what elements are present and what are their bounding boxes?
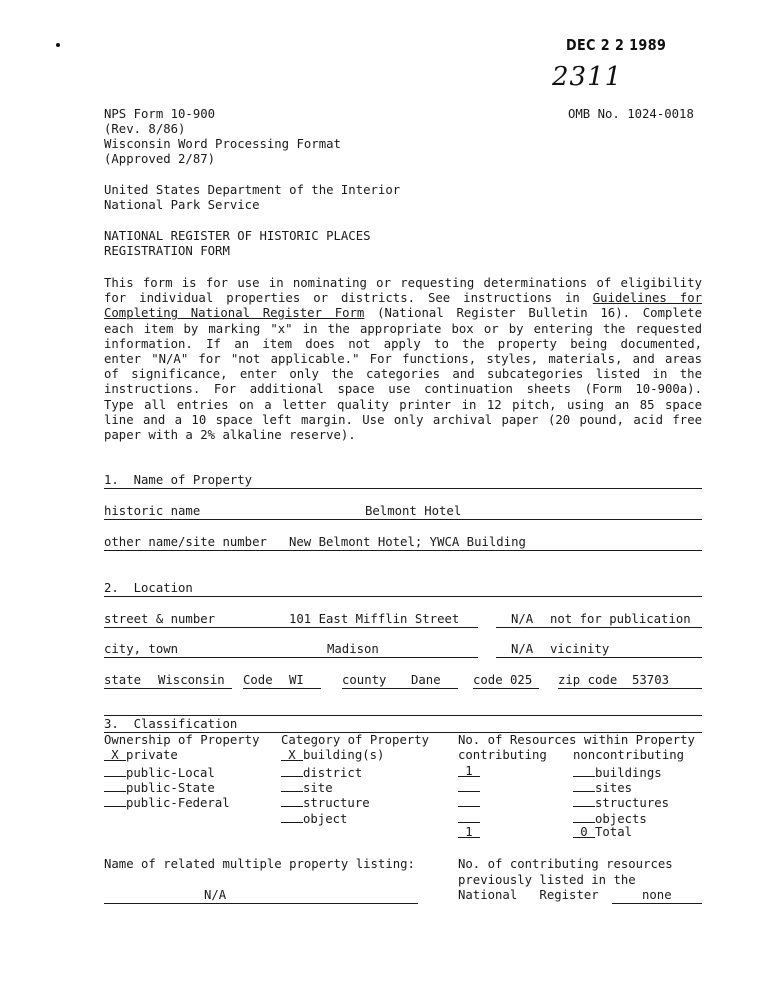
county-rule bbox=[342, 688, 458, 689]
ownership-label: public-State bbox=[126, 781, 215, 795]
city-rule bbox=[104, 657, 478, 658]
form-format: Wisconsin Word Processing Format bbox=[104, 137, 341, 151]
ownership-mark bbox=[104, 764, 126, 777]
ownership-mark bbox=[104, 794, 126, 807]
historic-name-value[interactable]: Belmont Hotel bbox=[365, 504, 462, 518]
category-label: object bbox=[303, 812, 348, 826]
state-code-value[interactable]: WI bbox=[289, 673, 304, 687]
other-name-label: other name/site number bbox=[104, 535, 267, 549]
section2-rule bbox=[104, 596, 702, 597]
state-code-label: Code bbox=[243, 673, 273, 687]
resource-row-structures-non bbox=[573, 794, 669, 811]
contributing-count[interactable]: 1 bbox=[458, 764, 480, 777]
category-label: structure bbox=[303, 796, 370, 810]
resource-label: buildings bbox=[595, 766, 662, 780]
ownership-header: Ownership of Property bbox=[104, 733, 260, 747]
resource-row-buildings bbox=[458, 764, 480, 779]
state-rule bbox=[104, 688, 232, 689]
resource-row-total-non bbox=[573, 825, 632, 840]
historic-name-rule bbox=[104, 519, 702, 520]
state-label: state bbox=[104, 673, 142, 687]
city-value[interactable]: Madison bbox=[327, 642, 379, 656]
category-mark bbox=[281, 779, 303, 792]
category-mark bbox=[281, 794, 303, 807]
category-label: district bbox=[303, 766, 363, 780]
handwritten-number: 2311 bbox=[552, 62, 623, 92]
instructions-line: information. If an item does not apply to the property being documented, bbox=[104, 336, 702, 351]
agency-service: National Park Service bbox=[104, 198, 260, 212]
previously-listed-line3: National Register bbox=[458, 888, 599, 902]
instructions-line bbox=[104, 306, 702, 321]
ownership-mark: X bbox=[104, 748, 126, 761]
agency-department: United States Department of the Interior bbox=[104, 183, 401, 197]
instructions-text: for individual properties or districts. See instructions in bbox=[104, 291, 593, 306]
noncontributing-count[interactable] bbox=[573, 764, 595, 777]
category-mark bbox=[281, 764, 303, 777]
zip-rule bbox=[558, 688, 702, 689]
instructions-line: line and a 10 space left margin. Use only archival paper (20 pound, acid free bbox=[104, 412, 702, 427]
resources-header: No. of Resources within Property bbox=[458, 733, 695, 747]
category-mark bbox=[281, 810, 303, 823]
other-name-value[interactable]: New Belmont Hotel; YWCA Building bbox=[289, 535, 526, 549]
instructions-line: paper with a 2% alkaline reserve). bbox=[104, 428, 356, 443]
multiple-property-rule bbox=[104, 903, 418, 904]
previously-listed-line2: previously listed in the bbox=[458, 873, 636, 887]
city-label: city, town bbox=[104, 642, 179, 656]
margin-mark bbox=[56, 43, 60, 47]
category-mark: X bbox=[281, 748, 303, 761]
noncontributing-header: noncontributing bbox=[573, 748, 685, 762]
street-value[interactable]: 101 East Mifflin Street bbox=[289, 612, 460, 626]
contributing-header: contributing bbox=[458, 748, 547, 762]
vicinity-value[interactable]: N/A bbox=[511, 642, 534, 656]
section2-bottom-rule bbox=[104, 715, 702, 716]
resource-label: Total bbox=[595, 825, 633, 839]
street-label: street & number bbox=[104, 612, 216, 626]
category-label: site bbox=[303, 781, 333, 795]
form-revision: (Rev. 8/86) bbox=[104, 122, 186, 136]
form-subtitle: REGISTRATION FORM bbox=[104, 244, 230, 258]
instructions-line bbox=[104, 291, 702, 306]
noncontributing-count[interactable] bbox=[573, 810, 595, 823]
ownership-label: public-Local bbox=[126, 766, 215, 780]
county-code[interactable]: code 025 bbox=[473, 673, 533, 687]
ownership-label: private bbox=[126, 748, 178, 762]
zip-label: zip code bbox=[558, 673, 618, 687]
instructions-line: of significance, enter only the categories and subcategories listed in the bbox=[104, 367, 702, 382]
ownership-mark bbox=[104, 779, 126, 792]
resource-label: objects bbox=[595, 812, 647, 826]
instructions-line: This form is for use in nominating or requesting determinations of eligibility bbox=[104, 276, 702, 290]
state-code-rule bbox=[243, 688, 321, 689]
section1-heading: 1. Name of Property bbox=[104, 473, 253, 487]
noncontributing-count[interactable]: 0 bbox=[573, 825, 595, 838]
instructions-line: Type all entries on a letter quality printer in 12 pitch, using an 85 space bbox=[104, 397, 702, 412]
section3-heading: 3. Classification bbox=[104, 717, 238, 731]
county-code-rule bbox=[473, 688, 539, 689]
ownership-private[interactable] bbox=[104, 748, 178, 763]
not-for-publication-rule bbox=[496, 627, 702, 628]
state-value[interactable]: Wisconsin bbox=[158, 673, 225, 687]
previously-listed-value[interactable]: none bbox=[642, 888, 672, 902]
form-title: NATIONAL REGISTER OF HISTORIC PLACES bbox=[104, 229, 371, 243]
resource-row-structures bbox=[458, 794, 480, 811]
category-label: building(s) bbox=[303, 748, 385, 762]
vicinity-rule bbox=[496, 657, 702, 658]
county-value[interactable]: Dane bbox=[411, 673, 441, 687]
vicinity-label: vicinity bbox=[550, 642, 610, 656]
guidelines-title: Guidelines for bbox=[592, 291, 702, 306]
not-for-publication-label: not for publication bbox=[550, 612, 691, 626]
category-buildings[interactable] bbox=[281, 748, 384, 763]
form-approved: (Approved 2/87) bbox=[104, 152, 216, 166]
section2-heading: 2. Location bbox=[104, 581, 193, 595]
contributing-count[interactable] bbox=[458, 779, 480, 792]
contributing-count[interactable] bbox=[458, 794, 480, 807]
category-header: Category of Property bbox=[281, 733, 430, 747]
instructions-paragraph bbox=[104, 276, 702, 443]
omb-number: OMB No. 1024-0018 bbox=[568, 107, 694, 121]
section1-rule bbox=[104, 488, 702, 489]
historic-name-label: historic name bbox=[104, 504, 201, 518]
multiple-property-label: Name of related multiple property listing: bbox=[104, 857, 415, 871]
zip-value[interactable]: 53703 bbox=[632, 673, 670, 687]
ownership-public-federal[interactable] bbox=[104, 794, 230, 811]
multiple-property-value[interactable]: N/A bbox=[204, 888, 227, 902]
category-object[interactable] bbox=[281, 810, 347, 827]
guidelines-title-cont: Completing National Register Form bbox=[104, 306, 365, 321]
resource-label: sites bbox=[595, 781, 633, 795]
form-number: NPS Form 10-900 bbox=[104, 107, 216, 121]
ownership-label: public-Federal bbox=[126, 796, 230, 810]
noncontributing-count[interactable] bbox=[573, 794, 595, 807]
previously-listed-rule bbox=[612, 903, 702, 904]
resource-row-total bbox=[458, 825, 480, 840]
previously-listed-line1: No. of contributing resources bbox=[458, 857, 673, 871]
instructions-line: instructions. For additional space use continuation sheets (Form 10-900a). bbox=[104, 382, 702, 397]
noncontributing-count[interactable] bbox=[573, 779, 595, 792]
instructions-line: each item by marking "x" in the appropriate box or by entering the requested bbox=[104, 321, 702, 336]
contributing-count[interactable]: 1 bbox=[458, 825, 480, 838]
county-label: county bbox=[342, 673, 387, 687]
contributing-count[interactable] bbox=[458, 810, 480, 823]
received-date-stamp: DEC 2 2 1989 bbox=[566, 36, 667, 54]
not-for-publication-value[interactable]: N/A bbox=[511, 612, 534, 626]
instructions-line: enter "N/A" for "not applicable." For functions, styles, materials, and areas bbox=[104, 352, 702, 367]
resource-label: structures bbox=[595, 796, 670, 810]
category-structure[interactable] bbox=[281, 794, 370, 811]
street-rule bbox=[104, 627, 478, 628]
instructions-text: (National Register Bulletin 16). Complete bbox=[364, 306, 702, 321]
other-name-rule bbox=[104, 550, 702, 551]
